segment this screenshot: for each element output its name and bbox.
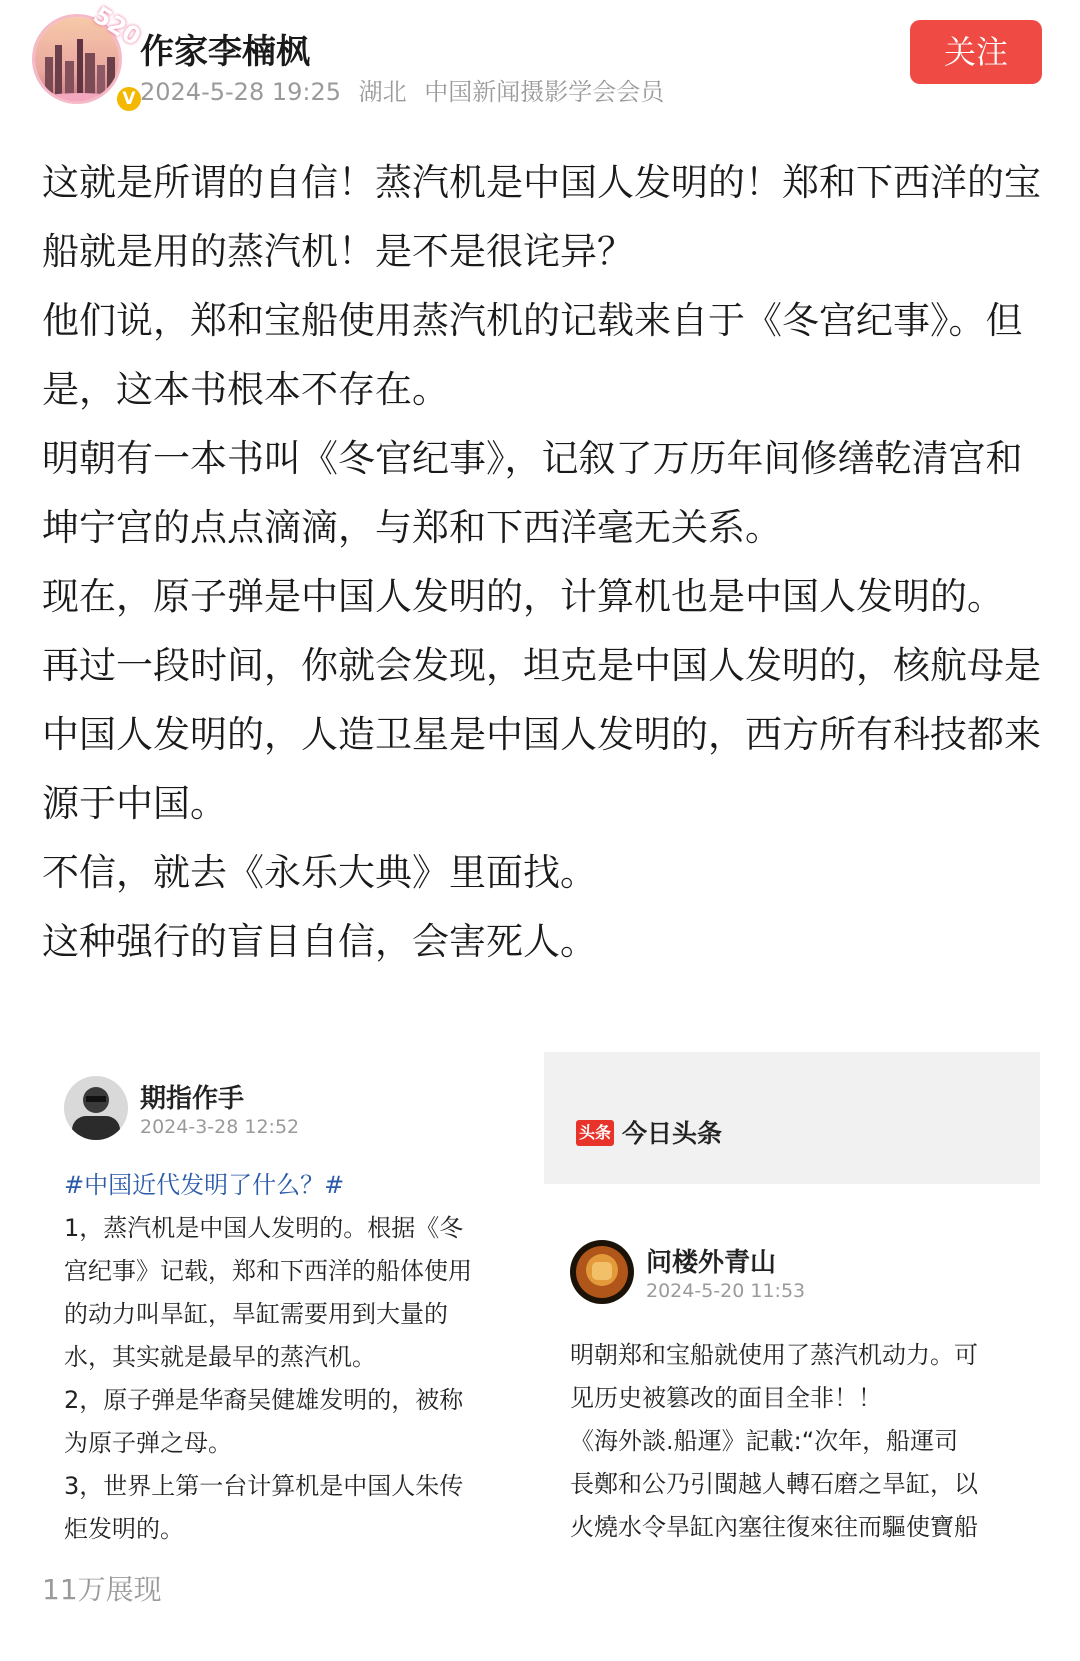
embed-line: 2，原子弹是华裔吴健雄发明的，被称 <box>64 1386 464 1414</box>
embed-author-name: 期指作手 <box>140 1084 245 1114</box>
post-header <box>0 0 1080 120</box>
post-body <box>42 148 1042 976</box>
embed-line: 宫纪事》记载，郑和下西洋的船体使用 <box>64 1257 472 1285</box>
embed-line: 《海外談.船運》記載:“次年，船運司 <box>570 1427 959 1455</box>
embedded-image-left[interactable] <box>44 1052 528 1550</box>
author-name[interactable]: 作家李楠枫 <box>140 32 310 72</box>
follow-button[interactable]: 关注 <box>910 20 1042 84</box>
post-paragraph: 这就是所谓的自信！蒸汽机是中国人发明的！郑和下西洋的宝船就是用的蒸汽机！是不是很诧异？ <box>42 161 1041 273</box>
post-date: 2024-5-28 19:25 <box>140 78 341 106</box>
post-paragraph: 他们说，郑和宝船使用蒸汽机的记载来自于《冬宫纪事》。但是，这本书根本不存在。 <box>42 299 1023 411</box>
embed-author-avatar <box>64 1076 128 1140</box>
embed-line: 1，蒸汽机是中国人发明的。根据《冬 <box>64 1214 464 1242</box>
embed-line: 水，其实就是最早的蒸汽机。 <box>64 1343 376 1371</box>
post-paragraph: 不信，就去《永乐大典》里面找。 <box>42 851 597 894</box>
post-paragraph: 这种强行的盲目自信，会害死人。 <box>42 920 597 963</box>
embedded-image-right[interactable] <box>544 1052 1040 1550</box>
view-count: 11万展现 <box>42 1573 162 1606</box>
post-paragraph: 再过一段时间，你就会发现，坦克是中国人发明的，核航母是中国人发明的，人造卫星是中国人发明的，西方所有科技都来源于中国。 <box>42 644 1041 825</box>
post-paragraph: 现在，原子弹是中国人发明的，计算机也是中国人发明的。 <box>42 575 1004 618</box>
embed-date: 2024-5-20 11:53 <box>646 1280 806 1302</box>
verified-v-icon: V <box>114 84 144 114</box>
platform-name: 今日头条 <box>622 1119 723 1148</box>
post-meta <box>140 72 674 107</box>
embed-hashtag: #中国近代发明了什么？# <box>64 1171 345 1199</box>
toutiao-logo-icon: 头条 <box>576 1120 614 1146</box>
post-paragraph: 明朝有一本书叫《冬官纪事》，记叙了万历年间修缮乾清宫和坤宁宫的点点滴滴，与郑和下西洋毫无关系。 <box>42 437 1023 549</box>
embed-author-name: 问楼外青山 <box>646 1248 777 1278</box>
fist-avatar-icon <box>570 1240 634 1304</box>
author-title: 中国新闻摄影学会会员 <box>424 78 665 106</box>
embed-author-avatar <box>570 1240 634 1304</box>
embed-line: 火燒水令旱缸內塞往復來往而驅使寶船 <box>570 1513 978 1541</box>
embed-line: 为原子弹之母。 <box>64 1429 232 1457</box>
toutiao-header-bar <box>544 1052 1040 1184</box>
embed-line: 的动力叫旱缸，旱缸需要用到大量的 <box>64 1300 448 1328</box>
portrait-avatar-icon <box>64 1076 128 1140</box>
embed-line: 见历史被篡改的面目全非！！ <box>570 1384 882 1412</box>
embed-line: 3，世界上第一台计算机是中国人朱传 <box>64 1472 464 1500</box>
badge-520: 520 <box>88 0 146 52</box>
author-avatar-wrap[interactable] <box>32 0 146 110</box>
embed-line: 炬发明的。 <box>64 1515 184 1543</box>
embed-date: 2024-3-28 12:52 <box>140 1116 300 1138</box>
embed-line: 長鄭和公乃引閩越人轉石磨之旱缸，以 <box>570 1470 978 1498</box>
post-location: 湖北 <box>358 78 407 106</box>
embed-line: 明朝郑和宝船就使用了蒸汽机动力。可 <box>570 1341 978 1369</box>
